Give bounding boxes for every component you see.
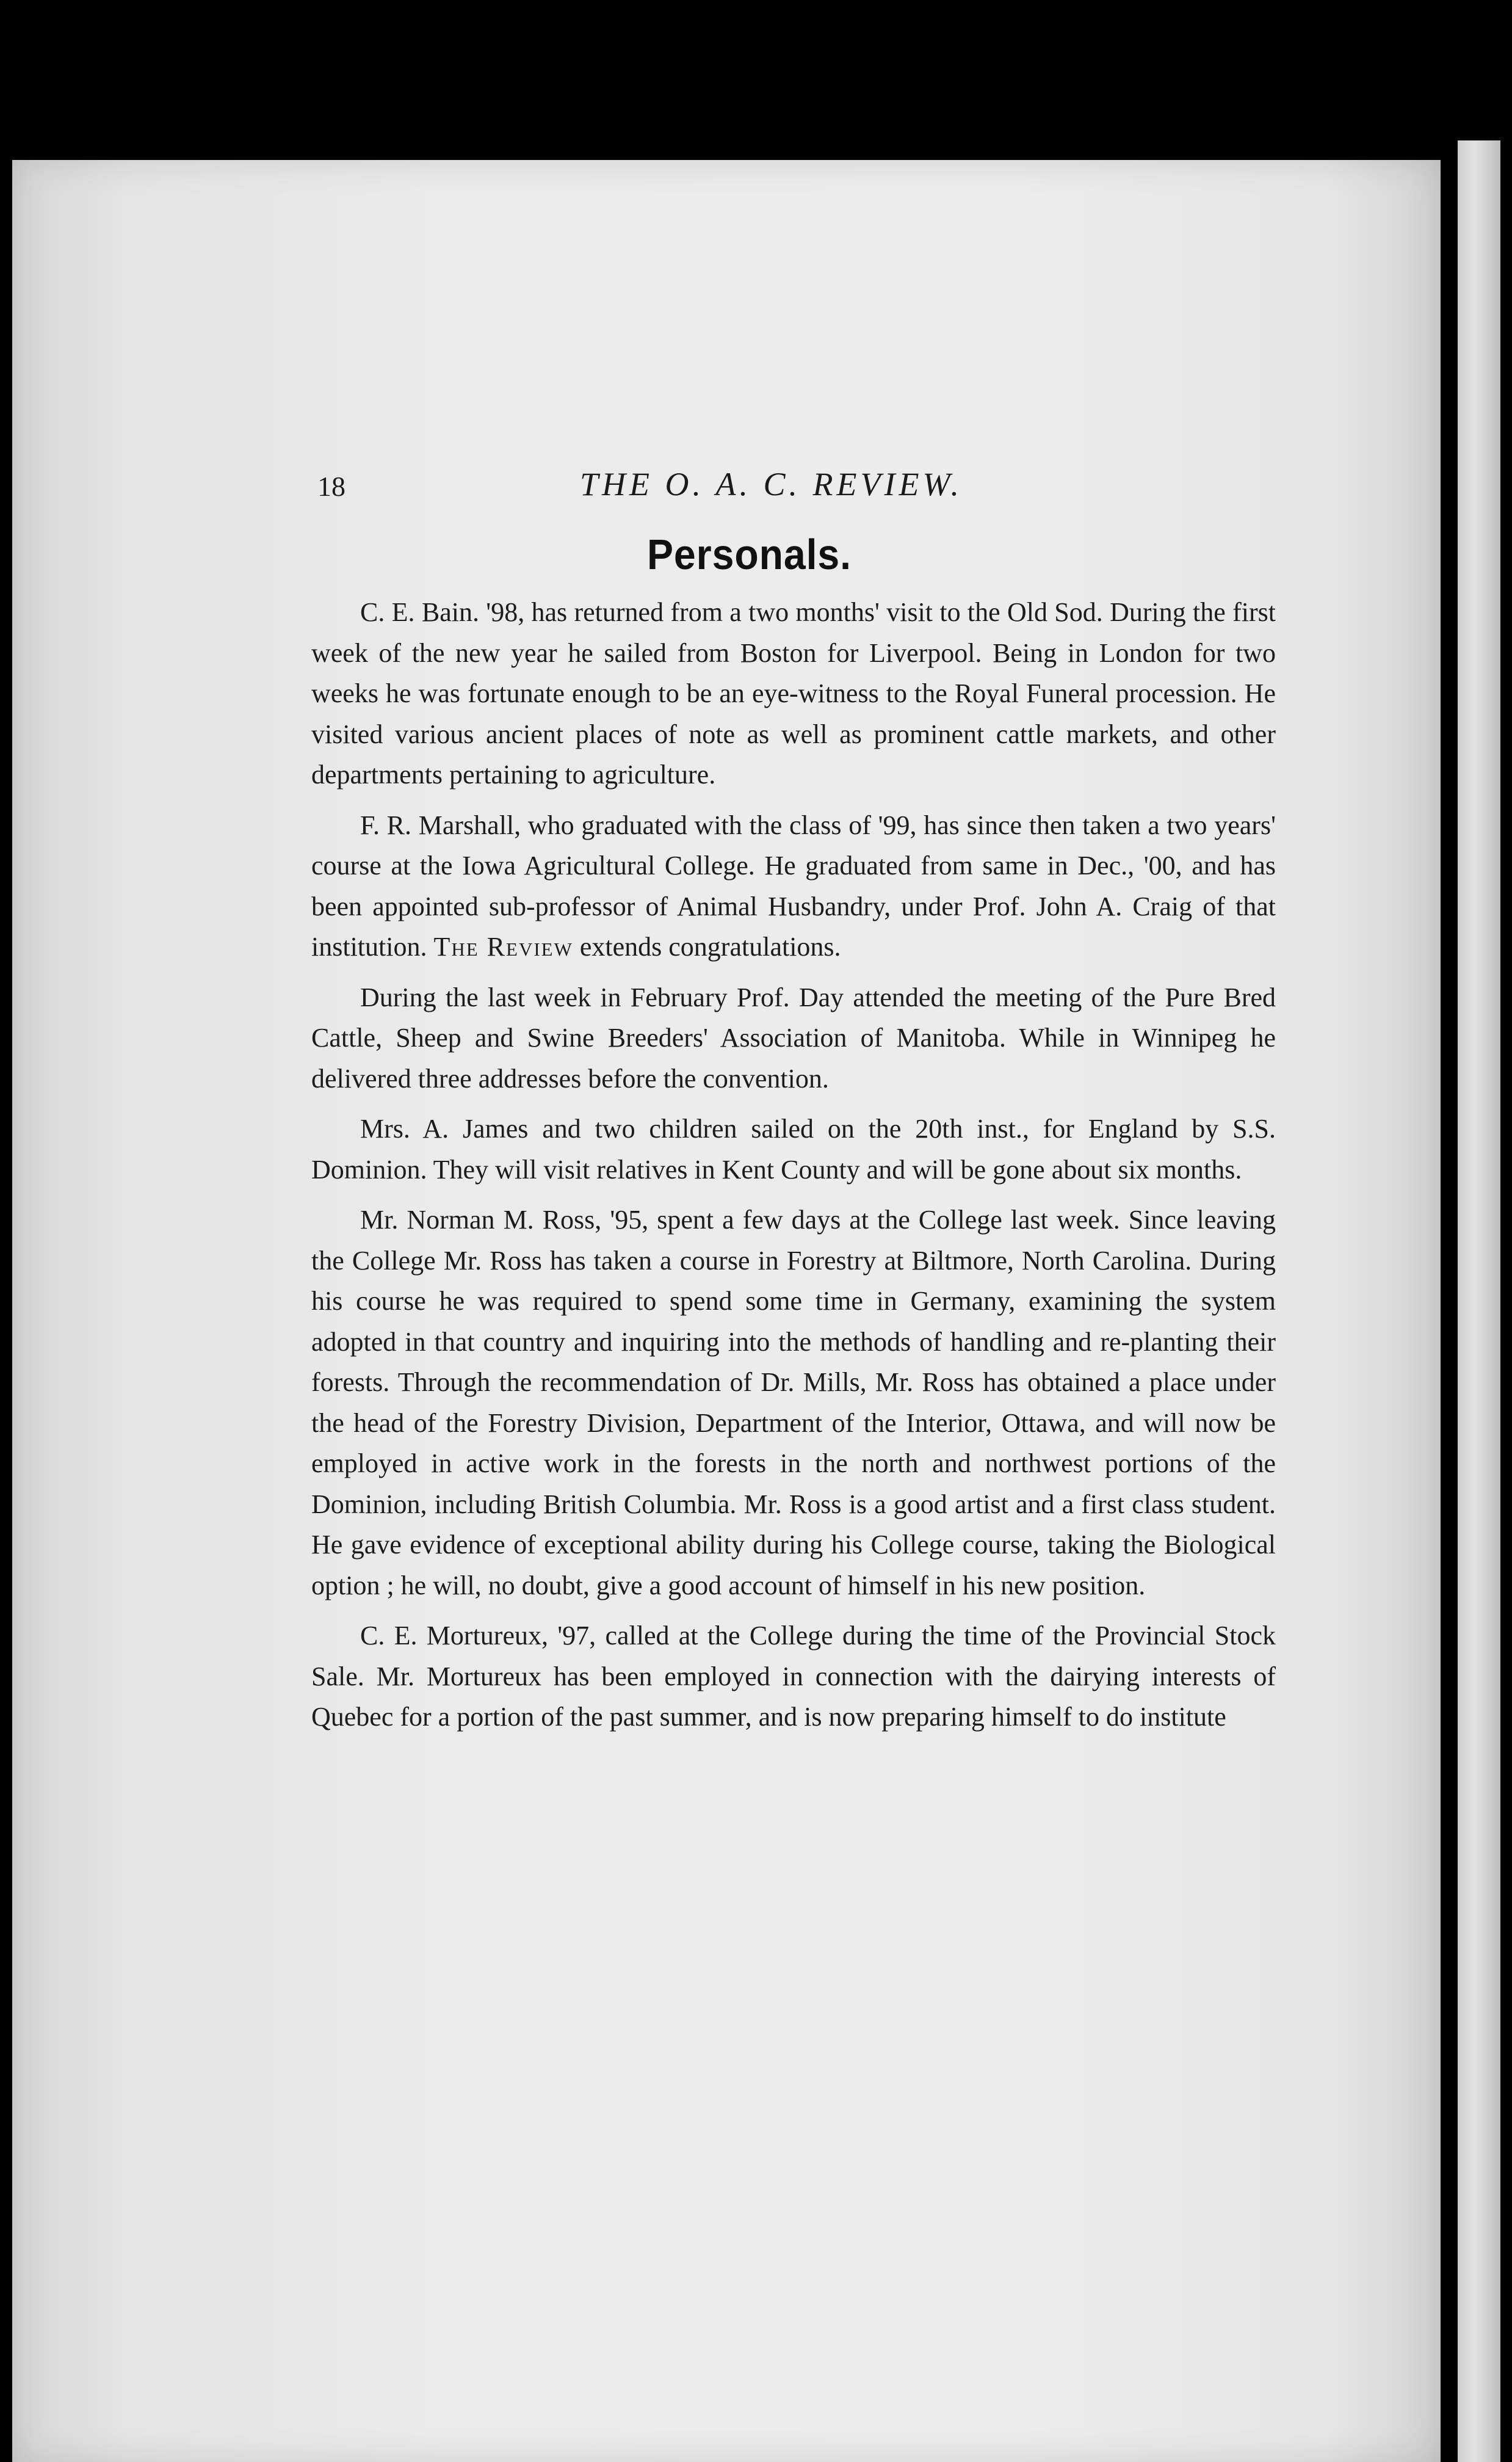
paragraph-ross: Mr. Norman M. Ross, '95, spent a few days at the College last week. Since leaving the College Mr. Ross has taken a course in Forestry at Biltmore, North Carolina. During his course he was required to spend some time in Germany, examining the system adopted in that country and inquiring into the methods of handling and re-planting their forests. Through the recommendation of Dr. Mills, Mr. Ross has obtained a place under the head of the Forestry Division, Department of the Interior, Ottawa, and will now be employed in active work in the forests in the north and northwest portions of the Dominion, including British Columbia. Mr. Ross is a good artist and a first class student. He gave evidence of exceptional ability during his College course, taking the Biological option ; he will, no doubt, give a good account of himself in his new position.	[311, 1205, 1276, 1600]
paragraph-day: During the last week in February Prof. Day attended the meeting of the Pure Bred Cattle, Sheep and Swine Breeders' Association of Manitoba. While in Winnipeg he delivered three addresses before the convention.	[311, 982, 1276, 1094]
section-title: Personals.	[647, 531, 852, 578]
page-number: 18	[317, 471, 345, 502]
review-small-caps: The Review	[433, 932, 573, 962]
adjacent-page-edge	[1458, 140, 1500, 2462]
paragraph-james: Mrs. A. James and two children sailed on the 20th inst., for England by S.S. Dominion. They will visit relatives in Kent County and will be gone about six months.	[311, 1114, 1276, 1185]
paragraph-marshall	[311, 805, 1276, 968]
paragraph-marshall-end: extends congratulations.	[573, 932, 841, 962]
running-head	[305, 466, 1312, 513]
paragraph-marshall-text: F. R. Marshall, who graduated with the class of '99, has since then taken a two years' course at the Iowa Agricultural College. He graduated from same in Dec., '00, and has been appointed sub-professor of Animal Husbandry, under Prof. John A. Craig of that institution.	[311, 810, 1276, 962]
article-body	[311, 592, 1276, 1748]
journal-title: THE O. A. C. REVIEW.	[580, 466, 963, 503]
paragraph-mortureux: C. E. Mortureux, '97, called at the College during the time of the Provincial Stock Sale. Mr. Mortureux has been employed in connection with the dairying interests of Quebec for a portion of the past summer, and is now preparing himself to do institute	[311, 1621, 1276, 1732]
paragraph-bain: C. E. Bain. '98, has returned from a two months' visit to the Old Sod. During the first week of the new year he sailed from Boston for Liverpool. Being in London for two weeks he was fortunate enough to be an eye-witness to the Royal Funeral procession. He visited various ancient places of note as well as prominent cattle markets, and other departments pertaining to agriculture.	[311, 597, 1276, 790]
